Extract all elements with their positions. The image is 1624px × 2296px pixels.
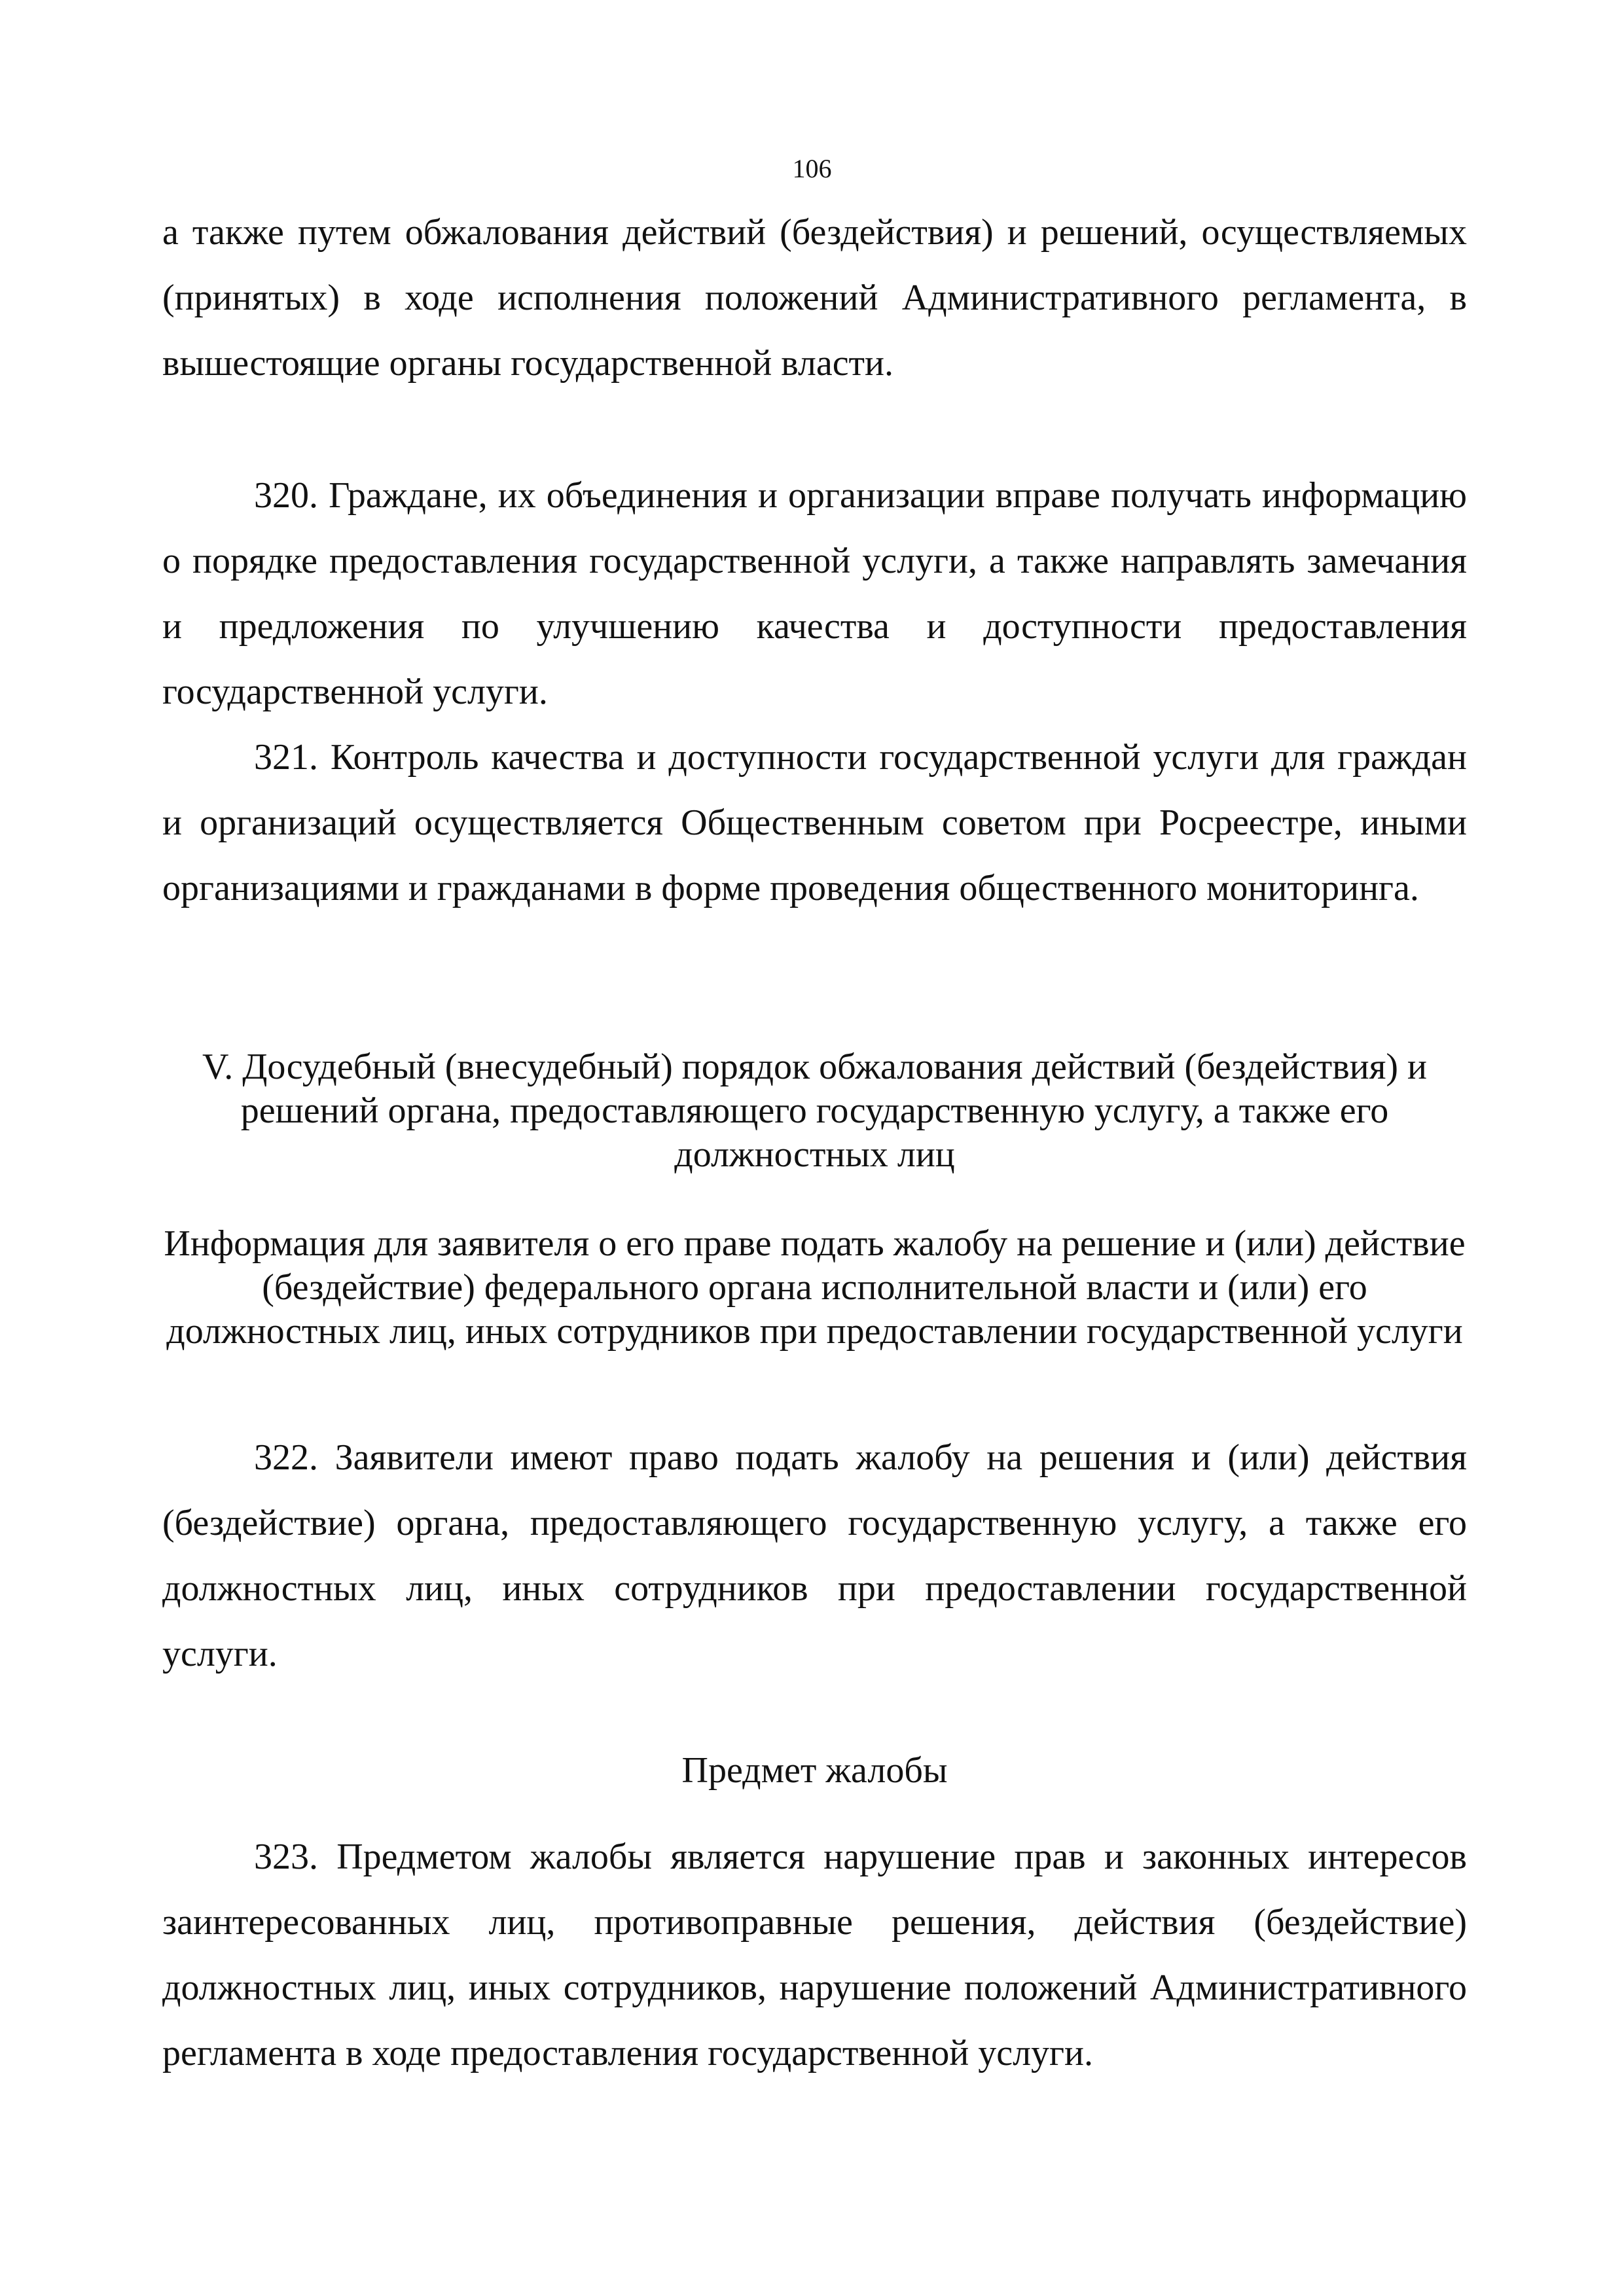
paragraph-321: 321. Контроль качества и доступности государственной услуги для граждан и организаций осуществляется Общественным советом при Росреестре, иными организациями и гражданами в форме проведения общественного мониторинга. — [162, 737, 1467, 908]
section-v-heading: V. Досудебный (внесудебный) порядок обжалования действий (бездействия) и решений органа, предоставляющего государственную услугу, а также его должностных лиц — [202, 1047, 1428, 1175]
paragraph-continuation: а также путем обжалования действий (бездействия) и решений, осуществляемых (принятых) в ходе исполнения положений Административного регламента, в вышестоящие органы государственной власти. — [162, 212, 1467, 384]
paragraph-323: 323. Предметом жалобы является нарушение прав и законных интересов заинтересованных лиц, противоправные решения, действия (бездействие) должностных лиц, иных сотрудников, нарушение положений Административного регламента в ходе предоставления государственной услуги. — [162, 1837, 1467, 2073]
paragraph-322: 322. Заявители имеют право подать жалобу на решения и (или) действия (бездействие) органа, предоставляющего государственную услугу, а также его должностных лиц, иных сотрудников при предоставлении государственной услуги. — [162, 1437, 1467, 1674]
paragraph-320: 320. Граждане, их объединения и организации вправе получать информацию о порядке предоставления государственной услуги, а также направлять замечания и предложения по улучшению качества и доступности предоставления государственной услуги. — [162, 475, 1467, 712]
complaint-subject-heading: Предмет жалобы — [681, 1750, 948, 1791]
info-for-applicant-heading: Информация для заявителя о его праве подать жалобу на решение и (или) действие (бездействие) федерального органа исполнительной власти и (или) его должностных лиц, иных сотрудников при предоставлении государственной услуги — [164, 1223, 1466, 1352]
page-number: 106 — [792, 154, 832, 183]
